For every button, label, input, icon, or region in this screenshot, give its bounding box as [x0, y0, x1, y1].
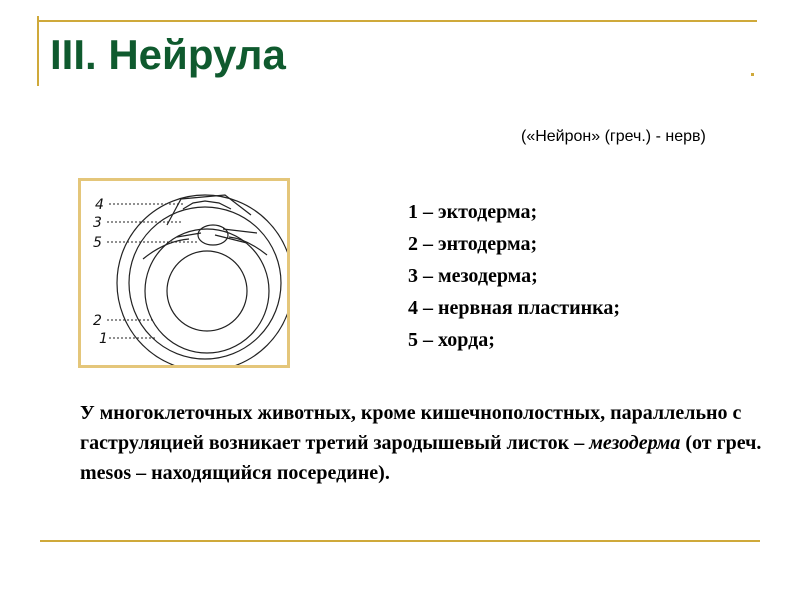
legend-list: [408, 196, 620, 356]
legend-item-5: 5 – хорда;: [408, 329, 495, 351]
notochord: [198, 225, 228, 245]
ectoderm-outer: [117, 195, 287, 365]
legend-item-4: 4 – нервная пластинка;: [408, 297, 621, 319]
neurula-structure: [117, 195, 287, 365]
endoderm-outer: [145, 229, 269, 353]
decorative-dot: [751, 73, 754, 76]
diagram-label-4: 4: [95, 197, 104, 213]
mesoderm-left: [143, 239, 189, 259]
slide-title: III. Нейрула: [50, 31, 286, 78]
description-paragraph: [80, 398, 770, 488]
diagram-label-5: 5: [93, 235, 102, 251]
endoderm-inner: [167, 251, 247, 331]
diagram-label-3: 3: [93, 215, 102, 231]
paragraph-text-end: (от греч. mesos – находящийся посередине).: [80, 432, 762, 484]
legend-item-1: 1 – эктодерма;: [408, 201, 538, 223]
mesoderm-term: мезодерма: [589, 432, 681, 454]
decorative-bottom-line: [40, 540, 760, 542]
diagram-label-1: 1: [99, 331, 108, 347]
paragraph-text-start: У многоклеточных животных, кроме кишечнополостных, параллельно с гаструляцией возникает третий зародышевый листок –: [80, 402, 742, 454]
neurula-drawing: [81, 181, 287, 365]
neurula-diagram: [78, 178, 290, 368]
decorative-top-line: [37, 20, 757, 22]
diagram-labels: [93, 197, 108, 347]
slide-subtitle: («Нейрон» (греч.) - нерв): [521, 128, 706, 145]
decorative-vertical-line: [37, 16, 39, 86]
legend-item-3: 3 – мезодерма;: [408, 265, 538, 287]
ectoderm-inner: [129, 207, 281, 359]
legend-item-2: 2 – энтодерма;: [408, 233, 538, 255]
diagram-label-2: 2: [93, 313, 102, 329]
neural-plate-cells: [183, 201, 231, 209]
label-lines: [107, 204, 199, 338]
neural-plate: [167, 195, 251, 225]
